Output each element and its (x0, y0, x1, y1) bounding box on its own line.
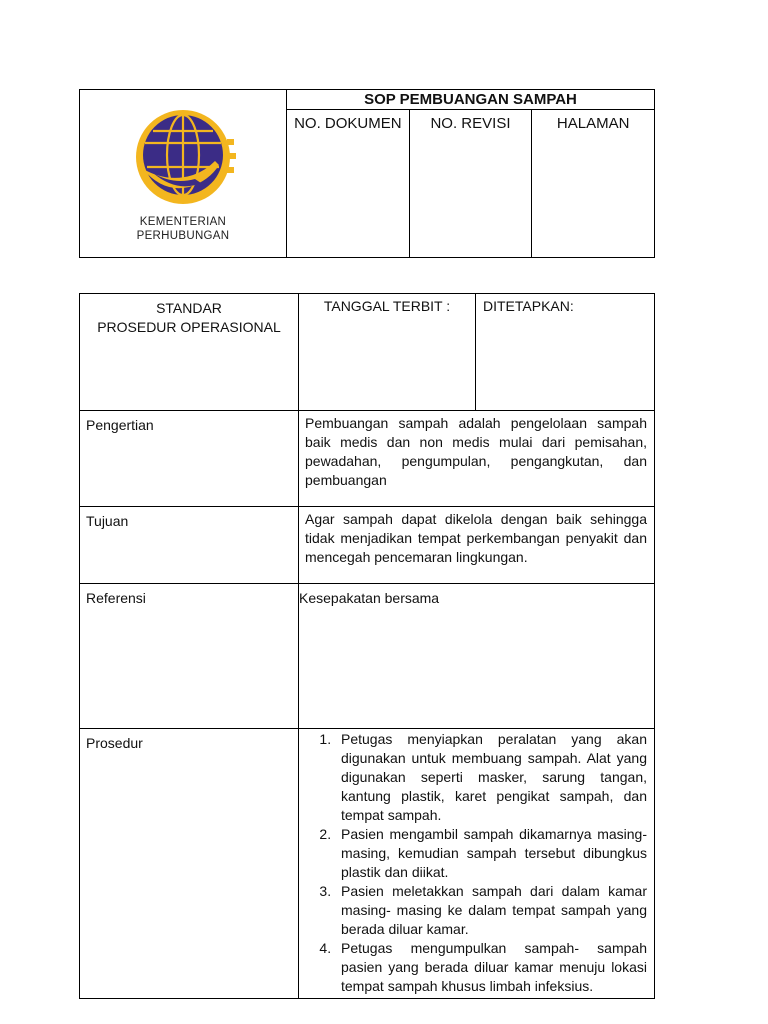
sop-body-table (79, 293, 655, 999)
tujuan-label: Tujuan (80, 507, 299, 584)
logo-text-line1: KEMENTERIAN (139, 215, 227, 228)
meta-split-cell (299, 294, 655, 411)
prosedur-list (305, 730, 647, 996)
prosedur-step: 1. Petugas menyiapkan peralatan yang akan digunakan untuk membuang sampah. Alat yang digunakan seperti masker, sarung tangan, kantung plastik, karet pengikat sampah, dan tempat sampah. (335, 730, 647, 825)
prosedur-cell (299, 729, 655, 999)
prosedur-label: Prosedur (80, 729, 299, 999)
tujuan-text: Agar sampah dapat dikelola dengan baik sehingga tidak menjadikan tempat perkembangan penyakit dan mencegah pencemaran lingkungan. (299, 507, 655, 584)
no-revisi-cell: NO. REVISI (409, 110, 532, 258)
standar-cell (80, 294, 299, 411)
referensi-text: Kesepakatan bersama (299, 584, 655, 729)
no-dokumen-cell: NO. DOKUMEN (287, 110, 410, 258)
standar-line1: STANDAR (156, 300, 222, 316)
document-title: SOP PEMBUANGAN SAMPAH (287, 90, 655, 110)
logo-text (137, 215, 230, 243)
header-table (79, 89, 655, 258)
ditetapkan-label: DITETAPKAN: (483, 298, 574, 314)
prosedur-step: 2. Pasien mengambil sampah dikamarnya masing- masing, kemudian sampah tersebut dibungkus plastik dan diikat. (335, 825, 647, 882)
logo-text-line2: PERHUBUNGAN (136, 229, 230, 242)
pengertian-label: Pengertian (80, 411, 299, 507)
referensi-label: Referensi (80, 584, 299, 729)
tanggal-terbit-label: TANGGAL TERBIT : (299, 294, 476, 410)
ministry-logo (80, 105, 286, 243)
globe-emblem-icon (123, 109, 243, 209)
prosedur-step: 4. Petugas mengumpulkan sampah- sampah pasien yang berada diluar kamar menuju lokasi tempat sampah khusus limbah infeksius. (335, 939, 647, 996)
standar-line2: PROSEDUR OPERASIONAL (97, 319, 281, 335)
pengertian-text: Pembuangan sampah adalah pengelolaan sampah baik medis dan non medis mulai dari pemisahan, pewadahan, pengumpulan, pengangkutan, dan pembuangan (299, 411, 655, 507)
halaman-cell: HALAMAN (532, 110, 655, 258)
logo-cell (80, 90, 287, 258)
prosedur-step: 3. Pasien meletakkan sampah dari dalam kamar masing- masing ke dalam tempat sampah yang berada diluar kamar. (335, 882, 647, 939)
